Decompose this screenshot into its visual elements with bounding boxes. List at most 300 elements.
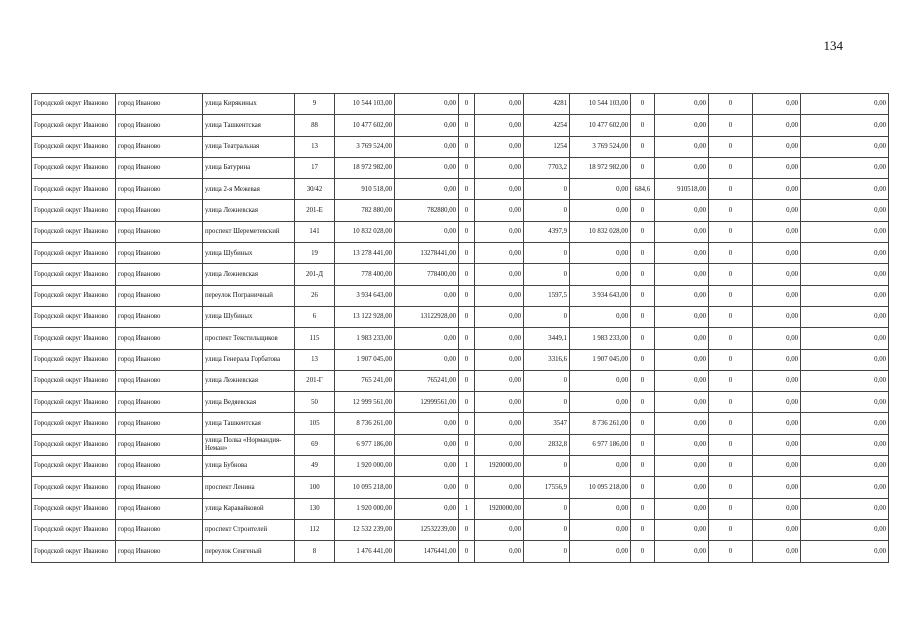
street-cell: улица Каравайковой [203, 498, 295, 519]
house-number-cell: 50 [295, 392, 335, 413]
area-cell: 0 [524, 306, 570, 327]
cost-cell: 0,00 [395, 157, 459, 178]
settlement-cell: город Иваново [116, 434, 203, 455]
cost-cell: 0,00 [753, 498, 801, 519]
municipality-cell: Городской округ Иваново [32, 94, 116, 115]
total-cost-cell: 778 400,00 [335, 264, 395, 285]
total-cost-cell: 10 095 218,00 [335, 477, 395, 498]
cost-cell: 10 095 218,00 [570, 477, 631, 498]
table-row [32, 349, 889, 370]
cost-cell: 0,00 [655, 157, 709, 178]
table-row [32, 306, 889, 327]
municipality-cell: Городской округ Иваново [32, 392, 116, 413]
cost-cell: 13122928,00 [395, 306, 459, 327]
settlement-cell: город Иваново [116, 179, 203, 200]
total-cost-cell: 8 736 261,00 [335, 413, 395, 434]
cost-cell: 0,00 [395, 94, 459, 115]
count-cell: 0 [709, 115, 753, 136]
cost-cell: 0,00 [655, 413, 709, 434]
count-cell: 0 [709, 285, 753, 306]
area-cell: 0 [524, 456, 570, 477]
settlement-cell: город Иваново [116, 115, 203, 136]
total-cost-cell: 1 476 441,00 [335, 541, 395, 562]
count-cell: 0 [709, 200, 753, 221]
street-cell: улица Шубиных [203, 243, 295, 264]
table-row [32, 200, 889, 221]
area-cell: 17556,9 [524, 477, 570, 498]
table-row [32, 370, 889, 391]
cost-cell: 0,00 [475, 477, 524, 498]
cost-cell: 0,00 [475, 349, 524, 370]
cost-cell: 778400,00 [395, 264, 459, 285]
area-cell: 0 [631, 200, 655, 221]
settlement-cell: город Иваново [116, 328, 203, 349]
house-number-cell: 30/42 [295, 179, 335, 200]
cost-cell: 0,00 [395, 413, 459, 434]
cost-cell: 0,00 [655, 243, 709, 264]
cost-cell: 1920000,00 [475, 456, 524, 477]
cost-cell: 0,00 [801, 349, 889, 370]
cost-cell: 0,00 [475, 157, 524, 178]
settlement-cell: город Иваново [116, 264, 203, 285]
house-number-cell: 115 [295, 328, 335, 349]
cost-cell: 0,00 [655, 434, 709, 455]
house-number-cell: 112 [295, 519, 335, 540]
cost-cell: 0,00 [753, 477, 801, 498]
count-cell: 0 [709, 221, 753, 242]
count-cell: 0 [709, 243, 753, 264]
cost-cell: 0,00 [753, 243, 801, 264]
table-row [32, 519, 889, 540]
total-cost-cell: 1 920 000,00 [335, 456, 395, 477]
settlement-cell: город Иваново [116, 519, 203, 540]
cost-cell: 0,00 [753, 349, 801, 370]
total-cost-cell: 782 880,00 [335, 200, 395, 221]
house-number-cell: 201-Е [295, 200, 335, 221]
area-cell: 0 [631, 264, 655, 285]
area-cell: 0 [631, 456, 655, 477]
cost-cell: 0,00 [801, 392, 889, 413]
area-cell: 0 [524, 392, 570, 413]
area-cell: 0 [524, 370, 570, 391]
cost-cell: 0,00 [801, 136, 889, 157]
cost-cell: 910518,00 [655, 179, 709, 200]
cost-cell: 12999561,00 [395, 392, 459, 413]
cost-cell: 0,00 [475, 94, 524, 115]
count-cell: 0 [459, 306, 475, 327]
cost-cell: 0,00 [570, 264, 631, 285]
cost-cell: 0,00 [655, 370, 709, 391]
cost-cell: 0,00 [475, 413, 524, 434]
area-cell: 0 [631, 498, 655, 519]
cost-cell: 0,00 [655, 264, 709, 285]
municipality-cell: Городской округ Иваново [32, 413, 116, 434]
cost-cell: 0,00 [570, 306, 631, 327]
total-cost-cell: 12 999 561,00 [335, 392, 395, 413]
cost-cell: 0,00 [475, 200, 524, 221]
cost-cell: 0,00 [801, 413, 889, 434]
cost-cell: 0,00 [475, 434, 524, 455]
count-cell: 0 [709, 179, 753, 200]
cost-cell: 0,00 [801, 434, 889, 455]
street-cell: улица Ведяевская [203, 392, 295, 413]
cost-cell: 1476441,00 [395, 541, 459, 562]
street-cell: проспект Ленина [203, 477, 295, 498]
settlement-cell: город Иваново [116, 498, 203, 519]
cost-cell: 0,00 [395, 434, 459, 455]
count-cell: 0 [459, 157, 475, 178]
total-cost-cell: 6 977 186,00 [335, 434, 395, 455]
cost-cell: 0,00 [570, 498, 631, 519]
area-cell: 2832,8 [524, 434, 570, 455]
table-row [32, 413, 889, 434]
cost-cell: 0,00 [475, 115, 524, 136]
area-cell: 0 [631, 349, 655, 370]
municipality-cell: Городской округ Иваново [32, 541, 116, 562]
total-cost-cell: 10 832 028,00 [335, 221, 395, 242]
count-cell: 0 [459, 200, 475, 221]
house-number-cell: 141 [295, 221, 335, 242]
cost-cell: 0,00 [753, 221, 801, 242]
count-cell: 0 [459, 221, 475, 242]
table-row [32, 434, 889, 455]
settlement-cell: город Иваново [116, 136, 203, 157]
house-number-cell: 9 [295, 94, 335, 115]
street-cell: улица Ташкентская [203, 115, 295, 136]
table-row [32, 498, 889, 519]
area-cell: 0 [631, 519, 655, 540]
settlement-cell: город Иваново [116, 413, 203, 434]
cost-cell: 0,00 [395, 115, 459, 136]
municipality-cell: Городской округ Иваново [32, 136, 116, 157]
cost-cell: 0,00 [570, 200, 631, 221]
cost-cell: 6 977 186,00 [570, 434, 631, 455]
area-cell: 0 [524, 519, 570, 540]
area-cell: 1254 [524, 136, 570, 157]
area-cell: 0 [524, 243, 570, 264]
cost-cell: 10 477 602,00 [570, 115, 631, 136]
house-number-cell: 17 [295, 157, 335, 178]
cost-cell: 1920000,00 [475, 498, 524, 519]
count-cell: 0 [709, 349, 753, 370]
count-cell: 0 [459, 115, 475, 136]
house-number-cell: 88 [295, 115, 335, 136]
area-cell: 1597,5 [524, 285, 570, 306]
area-cell: 0 [631, 413, 655, 434]
cost-cell: 765241,00 [395, 370, 459, 391]
cost-cell: 0,00 [570, 179, 631, 200]
total-cost-cell: 3 934 643,00 [335, 285, 395, 306]
count-cell: 0 [459, 519, 475, 540]
area-cell: 0 [524, 264, 570, 285]
area-cell: 0 [631, 115, 655, 136]
street-cell: улица Полка «Нормандия-Неман» [203, 434, 295, 455]
house-number-cell: 6 [295, 306, 335, 327]
cost-cell: 0,00 [475, 519, 524, 540]
cost-cell: 0,00 [753, 456, 801, 477]
cost-cell: 0,00 [570, 370, 631, 391]
municipality-cell: Городской округ Иваново [32, 157, 116, 178]
street-cell: переулок Сенгеный [203, 541, 295, 562]
area-cell: 0 [631, 306, 655, 327]
cost-cell: 3 769 524,00 [570, 136, 631, 157]
street-cell: улица Лежневская [203, 200, 295, 221]
count-cell: 0 [709, 157, 753, 178]
cost-cell: 0,00 [801, 221, 889, 242]
table-row [32, 115, 889, 136]
count-cell: 0 [459, 243, 475, 264]
municipality-cell: Городской округ Иваново [32, 477, 116, 498]
settlement-cell: город Иваново [116, 285, 203, 306]
cost-cell: 0,00 [655, 456, 709, 477]
cost-cell: 0,00 [801, 243, 889, 264]
cost-cell: 0,00 [801, 328, 889, 349]
settlement-cell: город Иваново [116, 157, 203, 178]
cost-cell: 0,00 [801, 498, 889, 519]
total-cost-cell: 10 544 103,00 [335, 94, 395, 115]
total-cost-cell: 910 518,00 [335, 179, 395, 200]
table-row [32, 157, 889, 178]
area-cell: 0 [631, 392, 655, 413]
house-number-cell: 13 [295, 349, 335, 370]
count-cell: 0 [459, 370, 475, 391]
municipality-cell: Городской округ Иваново [32, 434, 116, 455]
cost-cell: 0,00 [475, 306, 524, 327]
count-cell: 0 [459, 541, 475, 562]
count-cell: 0 [459, 179, 475, 200]
table-row [32, 243, 889, 264]
cost-cell: 0,00 [655, 498, 709, 519]
cost-cell: 0,00 [395, 221, 459, 242]
cost-cell: 0,00 [475, 392, 524, 413]
street-cell: улица Шубиных [203, 306, 295, 327]
cost-cell: 0,00 [753, 306, 801, 327]
cost-cell: 0,00 [655, 477, 709, 498]
cost-cell: 0,00 [753, 519, 801, 540]
street-cell: проспект Строителей [203, 519, 295, 540]
area-cell: 0 [631, 136, 655, 157]
cost-cell: 0,00 [475, 328, 524, 349]
cost-cell: 0,00 [570, 243, 631, 264]
cost-cell: 0,00 [801, 541, 889, 562]
settlement-cell: город Иваново [116, 370, 203, 391]
cost-cell: 0,00 [801, 179, 889, 200]
cost-cell: 0,00 [753, 413, 801, 434]
house-number-cell: 13 [295, 136, 335, 157]
area-cell: 684,6 [631, 179, 655, 200]
house-number-cell: 201-Г [295, 370, 335, 391]
street-cell: улица Лежневская [203, 370, 295, 391]
cost-cell: 8 736 261,00 [570, 413, 631, 434]
total-cost-cell: 1 920 000,00 [335, 498, 395, 519]
count-cell: 0 [459, 285, 475, 306]
cost-cell: 0,00 [801, 157, 889, 178]
cost-cell: 0,00 [655, 349, 709, 370]
cost-cell: 0,00 [395, 285, 459, 306]
table-row [32, 285, 889, 306]
cost-cell: 0,00 [475, 136, 524, 157]
street-cell: улица Кирякиных [203, 94, 295, 115]
cost-cell: 0,00 [801, 306, 889, 327]
settlement-cell: город Иваново [116, 243, 203, 264]
page-number: 134 [823, 38, 843, 53]
table-body [32, 94, 889, 563]
cost-cell: 782880,00 [395, 200, 459, 221]
cost-cell: 0,00 [570, 456, 631, 477]
municipality-cell: Городской округ Иваново [32, 264, 116, 285]
cost-cell: 0,00 [801, 285, 889, 306]
cost-cell: 0,00 [395, 349, 459, 370]
area-cell: 0 [524, 541, 570, 562]
total-cost-cell: 10 477 602,00 [335, 115, 395, 136]
table-row [32, 456, 889, 477]
settlement-cell: город Иваново [116, 477, 203, 498]
settlement-cell: город Иваново [116, 541, 203, 562]
cost-cell: 0,00 [753, 434, 801, 455]
count-cell: 0 [709, 477, 753, 498]
cost-cell: 0,00 [753, 94, 801, 115]
total-cost-cell: 765 241,00 [335, 370, 395, 391]
cost-cell: 0,00 [655, 221, 709, 242]
count-cell: 0 [709, 94, 753, 115]
cost-cell: 0,00 [655, 541, 709, 562]
count-cell: 1 [459, 456, 475, 477]
cost-cell: 0,00 [753, 392, 801, 413]
street-cell: улица Ташкентская [203, 413, 295, 434]
area-cell: 0 [631, 370, 655, 391]
cost-cell: 0,00 [753, 264, 801, 285]
area-cell: 0 [524, 498, 570, 519]
cost-cell: 10 544 103,00 [570, 94, 631, 115]
count-cell: 0 [459, 349, 475, 370]
settlement-cell: город Иваново [116, 392, 203, 413]
street-cell: улица Лежневская [203, 264, 295, 285]
area-cell: 0 [524, 179, 570, 200]
cost-cell: 0,00 [570, 392, 631, 413]
cost-cell: 0,00 [655, 94, 709, 115]
cost-cell: 0,00 [475, 285, 524, 306]
count-cell: 0 [459, 328, 475, 349]
cost-cell: 0,00 [753, 136, 801, 157]
cost-cell: 0,00 [801, 200, 889, 221]
table-row [32, 328, 889, 349]
cost-cell: 0,00 [655, 392, 709, 413]
housing-repair-table [31, 93, 889, 563]
area-cell: 0 [631, 434, 655, 455]
area-cell: 3316,6 [524, 349, 570, 370]
cost-cell: 1 907 045,00 [570, 349, 631, 370]
cost-cell: 0,00 [753, 541, 801, 562]
house-number-cell: 201-Д [295, 264, 335, 285]
count-cell: 0 [459, 94, 475, 115]
house-number-cell: 26 [295, 285, 335, 306]
table-row [32, 94, 889, 115]
total-cost-cell: 12 532 239,00 [335, 519, 395, 540]
cost-cell: 0,00 [801, 456, 889, 477]
cost-cell: 0,00 [801, 370, 889, 391]
municipality-cell: Городской округ Иваново [32, 179, 116, 200]
municipality-cell: Городской округ Иваново [32, 243, 116, 264]
area-cell: 0 [631, 285, 655, 306]
cost-cell: 0,00 [395, 498, 459, 519]
cost-cell: 0,00 [570, 519, 631, 540]
municipality-cell: Городской округ Иваново [32, 498, 116, 519]
cost-cell: 1 983 233,00 [570, 328, 631, 349]
table-row [32, 179, 889, 200]
table-row [32, 221, 889, 242]
area-cell: 0 [631, 328, 655, 349]
count-cell: 0 [459, 413, 475, 434]
cost-cell: 0,00 [655, 136, 709, 157]
cost-cell: 0,00 [753, 157, 801, 178]
table-row [32, 392, 889, 413]
municipality-cell: Городской округ Иваново [32, 519, 116, 540]
area-cell: 0 [631, 243, 655, 264]
count-cell: 0 [459, 136, 475, 157]
house-number-cell: 100 [295, 477, 335, 498]
settlement-cell: город Иваново [116, 306, 203, 327]
street-cell: улица Театральная [203, 136, 295, 157]
cost-cell: 0,00 [395, 179, 459, 200]
count-cell: 0 [709, 413, 753, 434]
area-cell: 0 [631, 221, 655, 242]
cost-cell: 0,00 [801, 519, 889, 540]
municipality-cell: Городской округ Иваново [32, 328, 116, 349]
area-cell: 4281 [524, 94, 570, 115]
total-cost-cell: 3 769 524,00 [335, 136, 395, 157]
table-row [32, 264, 889, 285]
area-cell: 3547 [524, 413, 570, 434]
municipality-cell: Городской округ Иваново [32, 285, 116, 306]
table-row [32, 136, 889, 157]
street-cell: улица Батурина [203, 157, 295, 178]
count-cell: 0 [709, 328, 753, 349]
cost-cell: 0,00 [655, 519, 709, 540]
cost-cell: 0,00 [655, 328, 709, 349]
area-cell: 0 [631, 94, 655, 115]
house-number-cell: 49 [295, 456, 335, 477]
cost-cell: 0,00 [395, 136, 459, 157]
cost-cell: 0,00 [753, 328, 801, 349]
area-cell: 0 [631, 477, 655, 498]
settlement-cell: город Иваново [116, 456, 203, 477]
cost-cell: 0,00 [655, 306, 709, 327]
cost-cell: 0,00 [753, 285, 801, 306]
count-cell: 0 [459, 434, 475, 455]
cost-cell: 0,00 [475, 243, 524, 264]
area-cell: 4397,9 [524, 221, 570, 242]
count-cell: 0 [709, 306, 753, 327]
cost-cell: 0,00 [475, 541, 524, 562]
count-cell: 0 [709, 370, 753, 391]
settlement-cell: город Иваново [116, 221, 203, 242]
cost-cell: 0,00 [801, 115, 889, 136]
total-cost-cell: 13 122 928,00 [335, 306, 395, 327]
cost-cell: 0,00 [753, 115, 801, 136]
house-number-cell: 19 [295, 243, 335, 264]
count-cell: 0 [709, 541, 753, 562]
count-cell: 0 [709, 498, 753, 519]
cost-cell: 0,00 [753, 370, 801, 391]
house-number-cell: 105 [295, 413, 335, 434]
street-cell: проспект Шереметевский [203, 221, 295, 242]
count-cell: 0 [709, 456, 753, 477]
cost-cell: 0,00 [655, 285, 709, 306]
municipality-cell: Городской округ Иваново [32, 370, 116, 391]
count-cell: 0 [459, 477, 475, 498]
street-cell: переулок Пограничный [203, 285, 295, 306]
municipality-cell: Городской округ Иваново [32, 456, 116, 477]
